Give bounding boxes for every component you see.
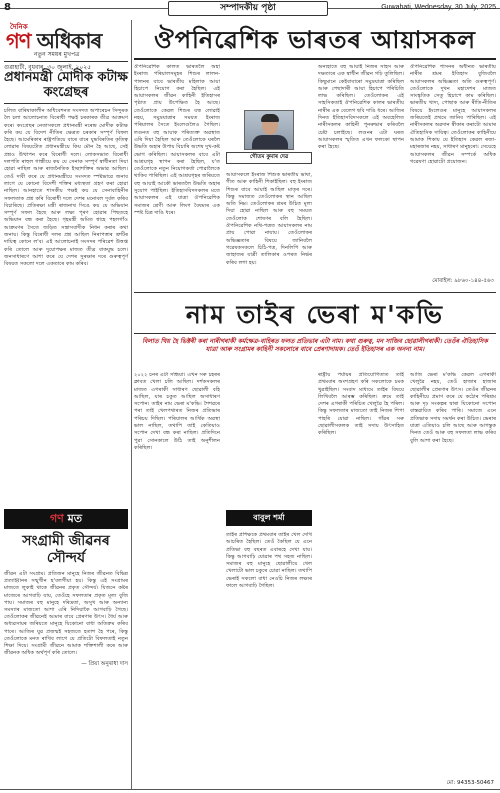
masthead-logo bbox=[4, 20, 128, 58]
author-name: গৌতম কুমাৰ দেৱ bbox=[226, 152, 312, 164]
article2-contact: মো: 94353-50467 bbox=[446, 780, 494, 786]
gonomot-label-b: মত bbox=[67, 512, 83, 525]
left-article bbox=[4, 70, 128, 269]
gonomot-box bbox=[4, 509, 128, 669]
editorial-column-1: ঔপনিৱেশিক কালত ভাৰতলৈ অহা ইংৰাজ পৰিয়ালসমূহৰ শিশুৰ লালন-পালনৰ বাবে ভাৰতীয় মহিলাক আয়া হিচাপে নিয়োগ কৰা হৈছিল। এই আয়াসকলৰ জীৱন কাহিনী ইতিহাসৰ পৃষ্ঠাত প্ৰায় উপেক্ষিত হৈ আছে। তেওঁলোকে কেৱল শিশুৰ যত্ন লোৱাই নহয়, সমুদ্ৰযাত্ৰাৰ সময়ত ইংৰাজ পৰিয়ালৰ সৈতে ইংলেণ্ডলৈও গৈছিল। লণ্ডনত বহু আয়াক পৰিত্যক্ত অৱস্থাত এৰি দিয়া হৈছিল আৰু তেওঁলোকে ঘৰলৈ উভতি অহাৰ উপায় বিচাৰি অশেষ দুখ-কষ্ট ভোগ কৰিছিল। আয়াসকলৰ বাবে এটা আশ্ৰয়গৃহ স্থাপন কৰা হৈছিল, য'ত তেওঁলোকে নতুন নিয়োগকৰ্তা পোৱালৈকে থাকিব পাৰিছিল। এই আশ্ৰয়গৃহৰ জৰিয়তে বহু আয়াই আকৌ ভাৰতলৈ উভতি অহাৰ সুযোগ পাইছিল। ইতিহাসবিদসকলৰ মতে আয়াসকলৰ এই যাত্ৰা ঔপনিৱেশিক সমাজৰ শ্ৰেণী আৰু লিংগ বৈষম্যৰ এক স্পষ্ট চিত্ৰ দাঙি ধৰে। bbox=[134, 64, 220, 216]
dateline: Guwahati, Wednesday, 30 July, 2025 bbox=[381, 4, 496, 11]
top-strip bbox=[0, 0, 500, 18]
author-photo bbox=[244, 110, 294, 150]
masthead-date: গুৱাহাটী, বুধবাৰ, ৩০ জুলাই, ২০২৫ bbox=[4, 64, 92, 71]
bottom-rule bbox=[0, 789, 500, 790]
article2-byline: বাবুল শৰ্মা bbox=[226, 510, 312, 526]
author-block bbox=[226, 110, 312, 168]
editorial-contact: মোবাইল: ৯৮৬০-১৪৪-৫৬৩ bbox=[432, 278, 494, 284]
gonomot-body: জীৱন এটা সংগ্ৰাম। প্ৰতিজন মানুহে নিজৰ জীৱনত বিভিন্ন প্ৰত্যাহ্বানৰ সন্মুখীন হ'বলগীয়া হয়। কিন্তু এই সংগ্ৰামৰ মাজতে লুকাই থাকে জীৱনৰ প্ৰকৃত সৌন্দৰ্য। যিজনে কষ্টৰ মাজেৰে আগবাঢ়ি যায়, তেওঁহে সফলতাৰ প্ৰকৃত মূল্য বুজি পায়। সমাজৰ বহু মানুহে দৰিদ্ৰতা, অসুখ আৰু অন্যান্য সমস্যাৰ মাজতো আশা এৰি নিদিয়াকৈ আগবাঢ়ি গৈছে। তেওঁলোকৰ জীৱনেই আমাৰ বাবে প্ৰেৰণাৰ উৎস। ধৈৰ্য আৰু অধ্যৱসায়ৰ জৰিয়তে মানুহে যিকোনো বাধা অতিক্ৰম কৰিব পাৰে। আজিৰ যুৱ প্ৰজন্মই সহজতে হতাশ হৈ পৰে, কিন্তু তেওঁলোকে মনত ৰাখিব লাগে যে প্ৰতিটো বিফলতাই নতুন শিক্ষা দিয়ে। সংগ্ৰামী জীৱনে আমাক শক্তিশালী কৰে আৰু জীৱনক অধিক অৰ্থপূৰ্ণ কৰি তোলে। bbox=[4, 571, 128, 657]
section-label: সম্পাদকীয় পৃষ্ঠা bbox=[168, 1, 328, 16]
editorial-column-3: অন্যহাতে বহু আয়াই নিজৰ সাহস আৰু দক্ষতাৰে এক স্বাধীন জীৱন গঢ়ি তুলিছিল। কিছুমানে কেইবাবাৰো সমুদ্ৰযাত্ৰা কৰিছিল আৰু পেছাদাৰী আয়া হিচাপে পৰিচিতি লাভ কৰিছিল। তেওঁলোকৰ এই সাহসিকতাই ঔপনিৱেশিক কালৰ ভাৰতীয় নাৰীৰ এক বেলেগ ছবি দাঙি ধৰে। আজিৰ দিনত ইতিহাসবিদসকলে এই অবহেলিত নাৰীসকলৰ কাহিনী পুনৰুদ্ধাৰ কৰিবলৈ চেষ্টা চলাইছে। লণ্ডনৰ এটা ঘৰত আয়াসকলৰ স্মৃতিত এখন ফলকো স্থাপন কৰা হৈছে। bbox=[318, 64, 404, 151]
article2-headline: নাম তাইৰ ভেৰা ম'কভি bbox=[134, 296, 496, 334]
article2-column-1: ২০২২ চনৰ এটা সন্ধিয়া। এখন সৰু চহৰৰ ক্লাবত খেলা চলি আছিল। দৰ্শকসকলৰ মাজত এগৰাকী সাধাৰণ ছোৱালী বহি আছিল, যাৰ চকুত আছিল অসাধাৰণ সপোন। তাইৰ নাম ভেৰা ম'কভি। শৈশৱৰে পৰা তাই খেলপথাৰত নিজৰ প্ৰতিভাৰ পৰিচয় দিছিল। পৰিয়ালৰ আৰ্থিক অৱস্থা ভাল নাছিল, তথাপি তাই কেতিয়াও সপোন দেখা বন্ধ কৰা নাছিল। প্ৰতিদিনে পুৱা সোনকালে উঠি তাই অনুশীলন কৰিছিল। bbox=[134, 372, 220, 451]
editorial-column-2-top bbox=[226, 64, 312, 108]
article2-deck: বিলাত থিয় হৈ ভিক্টৰী কৰা নাৰীগৰাকী কৰ্মক্ষেত্ৰ-বাহিৰত ফলত প্ৰতিভাৰ এটা নাম। কথা গুৰুত্ব, মন সাজিব ছোৱালীগৰাকী। তেওঁৰ ঐতিহাসিক যাত্ৰা আৰু সংগ্ৰামৰ কাহিনী সকলোৰে বাবে প্ৰেৰণাদায়ক। তেওঁ ইতিহাসৰ এক অনন্য নাম। bbox=[142, 338, 488, 354]
editorial-column-4: ঔপনিৱেশিক শাসনৰ অধীনত ভাৰতীয় নাৰীৰ শ্ৰমৰ ইতিহাস বুজিবলৈ আয়াসকলৰ অভিজ্ঞতা অতি গুৰুত্বপূৰ্ণ। তেওঁলোকে দুখন মহাদেশৰ মাজত সাংস্কৃতিক সেতু হিচাপে কাম কৰিছিল। ভাৰতীয় খাদ্য, পোছাক আৰু ৰীতি-নীতিৰ বিষয়ে ইংলেণ্ডৰ মানুহে আয়াসকলৰ জৰিয়তেই প্ৰথমে জানিব পাৰিছিল। এই নাৰীসকলৰ অৱদান স্বীকাৰ কৰাটো আমাৰ ঐতিহাসিক দায়িত্ব। তেওঁলোকৰ কাহিনীয়ে আমাক শিকায় যে ইতিহাস কেৱল ৰজা-মহাৰজাৰ নহয়, সাধাৰণ মানুহৰো। সেয়েহে আয়াসকলৰ জীৱন সম্পৰ্কে অধিক গৱেষণা হোৱাটো প্ৰয়োজন। bbox=[410, 64, 496, 165]
gonomot-signature: — প্ৰিয়া অনুৰাধা দাস bbox=[81, 661, 128, 668]
masthead-title-b: অধিকাৰ bbox=[36, 29, 102, 53]
article2-column-2: তাইৰ প্ৰশিক্ষকে প্ৰথমবাৰ তাইৰ খেল দেখি আচৰিত হৈছিল। তেওঁ কৈছিল যে এনে প্ৰতিভা বহু বছৰত এবাৰহে দেখা যায়। কিন্তু আগবাঢ়ি যোৱাৰ পথ সহজ নাছিল। সমাজৰ বহু মানুহে ছোৱালীয়ে খেল খেলাটো ভাল চকুৰে চোৱা নাছিল। তথাপি ভেৰাই সকলো বাধা নেওচি নিজৰ লক্ষ্যৰ ফালে আগবাঢ়ি গৈছিল। bbox=[226, 532, 312, 590]
editorial-column-2: আয়াসকলে ইংৰাজ শিশুক ভাৰতীয় ভাষা, গীত আৰু কাহিনী শিকাইছিল। বহু ইংৰাজ শিশুৰ বাবে আয়াই আছিল মাতৃৰ দৰে। কিন্তু সমাজত তেওঁলোকৰ স্থান আছিল অতি নিম্ন। তেওঁলোকৰ শ্ৰমৰ উচিত মূল্য দিয়া হোৱা নাছিল আৰু বহু সময়ত তেওঁলোক শোষণৰ বলি হৈছিল। ঔপনিৱেশিক নথি-পত্ৰত আয়াসকলৰ নাম প্ৰায় পোৱা নাযায়। তেওঁলোকৰ অভিজ্ঞতাৰ বিষয়ে জানিবলৈ গৱেষকসকলে চিঠি-পত্ৰ, দিনলিপি আৰু জাহাজৰ যাত্ৰী তালিকাৰ ওপৰত নিৰ্ভৰ কৰিব লগা হয়। bbox=[226, 172, 312, 266]
gonomot-title: সংগ্ৰামী জীৱনৰ সৌন্দৰ্য bbox=[22, 533, 110, 566]
gonomot-label-a: গণ bbox=[49, 512, 64, 525]
editorial-headline: ঔপনিৱেশিক ভাৰতৰ আয়াসকল bbox=[134, 20, 496, 60]
article2-column-4: আজি ভেৰা ম'কভি কেৱল এগৰাকী খেলুৱৈ নহয়, তেওঁ হাজাৰ হাজাৰ ছোৱালীৰ প্ৰেৰণাৰ উৎস। তেওঁৰ জীৱনৰ কাহিনীয়ে প্ৰমাণ কৰে যে কঠোৰ পৰিশ্ৰম আৰু দৃঢ় সংকল্পৰ দ্বাৰা যিকোনো সপোন বাস্তৱায়িত কৰিব পাৰি। সমাজে এনে প্ৰতিভাক সদায় সমৰ্থন কৰা উচিত। ভেৰাৰ যাত্ৰা এতিয়াও চলি আছে আৰু আগন্তুক দিনত তেওঁ আৰু বহু সফলতা লাভ কৰিব বুলি আশা কৰা হৈছে। bbox=[410, 372, 496, 444]
left-article-headline: প্ৰধানমন্ত্ৰী মোদীক কটাক্ষ কংগ্ৰেছৰ bbox=[4, 70, 128, 104]
editorial-body bbox=[134, 64, 496, 286]
left-article-body: চলিত বাৰিষাকালীন অধিবেশনত সংসদত অপাৰেচন সিন্দুৰক লৈ চলা আলোচনাত বিৰোধী পক্ষই চৰকাৰক তীব্ৰ আক্ৰমণ কৰে। কংগ্ৰেছৰ নেতাসকলে প্ৰধানমন্ত্ৰী নৰেন্দ্ৰ মোদীক কটাক্ষ কৰি কয় যে বিদেশ নীতিৰ ক্ষেত্ৰত চৰকাৰ সম্পূৰ্ণ বিফল হৈছে। আমেৰিকাৰ ৰাষ্ট্ৰপতিয়ে বাৰে বাৰে যুদ্ধবিৰতিৰ কৃতিত্ব লোৱাৰ বিষয়টোত প্ৰধানমন্ত্ৰীয়ে কিয় মৌন হৈ আছে, সেই প্ৰশ্নও উত্থাপন কৰে বিৰোধী দলে। লোকসভাত বিৰোধী দলপতি ৰাহুল গান্ধীয়ে কয় যে সেনাক সম্পূৰ্ণ স্বাধীনতা দিয়া হোৱা নাছিল আৰু ৰাজনৈতিক ইচ্ছাশক্তিৰ অভাৱ আছিল। তেওঁ দাবী কৰে যে প্ৰধানমন্ত্ৰীয়ে সংসদত স্পষ্টভাৱে জনাব লাগে যে কোনো বিদেশী শক্তিৰ মধ্যস্থতা গ্ৰহণ কৰা হোৱা নাছিল। আনহাতে শাসকীয় পক্ষই কয় যে সেনাবাহিনীৰ সফলতাক প্ৰশ্ন কৰি বিৰোধী দলে দেশৰ মনোবল দুৰ্বল কৰিব বিচাৰিছে। প্ৰতিৰক্ষা মন্ত্ৰী ৰাজনাথ সিঙে কয় যে অভিযান সম্পূৰ্ণ সফল হৈছে আৰু লক্ষ্য পূৰণ হোৱাৰ পিছতহে অভিযান বন্ধ কৰা হৈছে। গৃহমন্ত্ৰী অমিত শ্বাহে পহলগাঁও আক্ৰমণৰ সৈতে জড়িত সন্ত্ৰাসবাদীক নিধন কৰাৰ কথা জনায়। কিন্তু বিৰোধী দলৰ প্ৰশ্ন আছিল নিৰাপত্তাৰ ত্ৰুটিৰ দায়িত্ব কোনে ল'ব। এই আলোচনাই সংসদৰ পৰিৱেশ উত্তপ্ত কৰি তোলে আৰু দুয়োপক্ষৰ মাজত তীব্ৰ বাকযুদ্ধ চলে। জনসাধাৰণে আশা কৰে যে দেশৰ সুৰক্ষাৰ দৰে গুৰুত্বপূৰ্ণ বিষয়ত সকলো দলে একতাৰে কাম কৰিব। bbox=[4, 108, 128, 268]
article2-body bbox=[134, 372, 496, 788]
article2-column-3: ৰাষ্ট্ৰীয় পৰ্যায়ৰ প্ৰতিযোগিতাত তাই প্ৰথমবাৰ অংশগ্ৰহণ কৰি সকলোকে চমক খুৱাইছিল। সংবাদ মাধ্যমে তাইৰ বিষয়ে লিখিবলৈ আৰম্ভ কৰিছিল। ক্ৰমে তাই দেশৰ এগৰাকী পৰিচিত খেলুৱৈ হৈ পৰিল। কিন্তু সফলতাৰ মাজতো তাই নিজৰ শিপা পাহৰি যোৱা নাছিল। গাঁৱৰ সৰু ছোৱালীসকলক তাই সদায় উৎসাহিত কৰিছিল। bbox=[318, 372, 404, 437]
column-divider bbox=[131, 20, 132, 790]
gonomot-label bbox=[4, 509, 128, 529]
masthead-small: দৈনিক bbox=[10, 23, 28, 31]
masthead-tagline: নতুন সময়ৰ মুখপত্ৰ bbox=[34, 51, 80, 58]
article2-top-rule bbox=[134, 292, 496, 293]
page-number: 8 bbox=[4, 2, 11, 13]
masthead-title-a: গণ bbox=[6, 29, 31, 53]
